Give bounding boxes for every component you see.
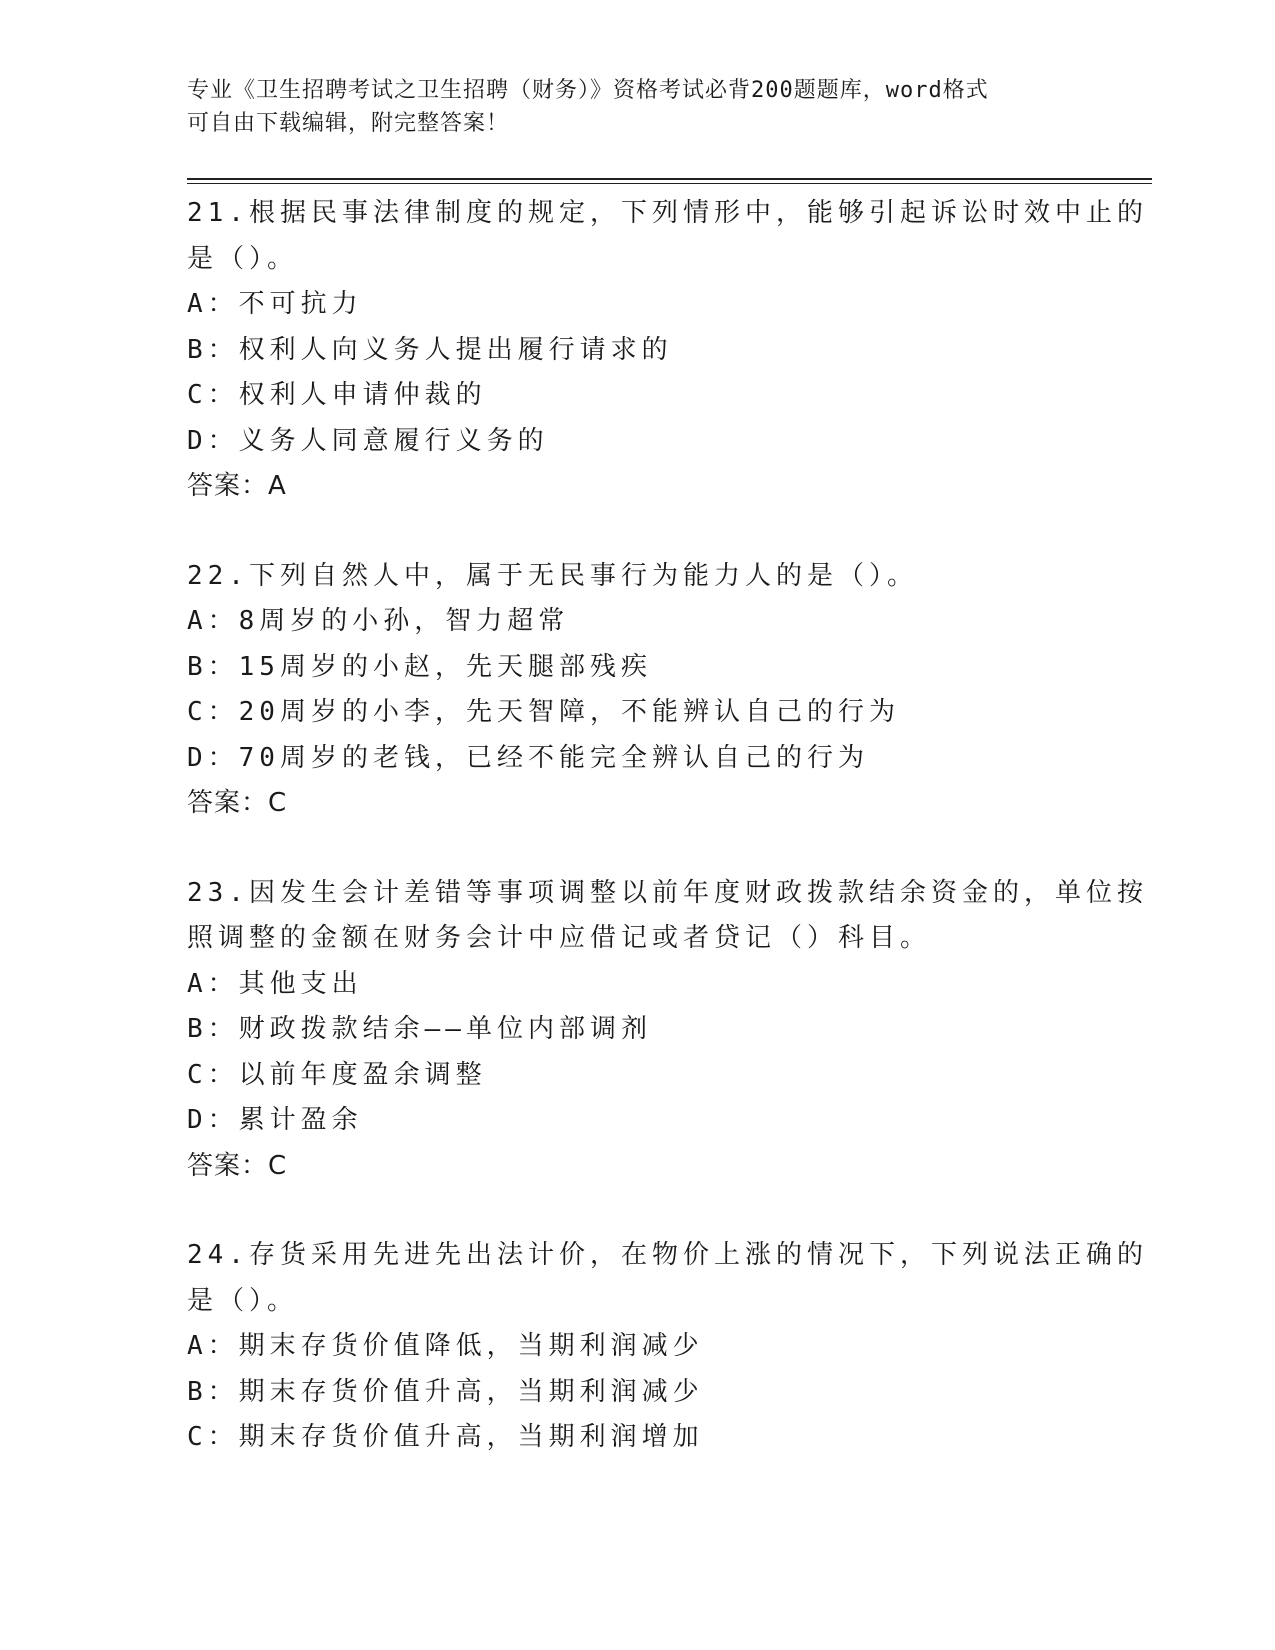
question-22	[187, 554, 1087, 827]
option-a: A：其他支出	[187, 968, 363, 999]
option-c: C：权利人申请仲裁的	[187, 380, 487, 410]
header-divider-thick	[187, 178, 1152, 180]
option-d: D：义务人同意履行义务的	[187, 425, 549, 456]
question-stem-line: 23.因发生会计差错等事项调整以前年度财政拨款结余资金的，单位按	[187, 877, 1148, 908]
question-list	[187, 191, 1148, 1505]
question-stem-line: 照调整的金额在财务会计中应借记或者贷记（）科目。	[187, 923, 932, 953]
option-a: A：8周岁的小孙，智力超常	[187, 606, 570, 636]
question-24	[187, 1233, 1148, 1461]
header-line-1: 专业《卫生招聘考试之卫生招聘（财务）》资格考试必背200题题库，word格式	[187, 78, 989, 103]
question-23	[187, 871, 1148, 1190]
option-b: B：期末存货价值升高，当期利润减少	[187, 1376, 704, 1407]
option-c: C：20周岁的小李，先天智障，不能辨认自己的行为	[187, 697, 900, 727]
option-b: B：财政拨款结余——单位内部调剂	[187, 1014, 652, 1044]
question-stem-line: 是（）。	[187, 1285, 299, 1316]
question-stem-line: 是（）。	[187, 243, 299, 274]
option-d: D：70周岁的老钱，已经不能完全辨认自己的行为	[187, 742, 869, 773]
document-header	[187, 74, 1087, 140]
question-stem-line: 22.下列自然人中，属于无民事行为能力人的是（）。	[187, 560, 918, 591]
answer-line: 答案：C	[187, 1150, 288, 1181]
question-stem-line: 24.存货采用先进先出法计价，在物价上涨的情况下，下列说法正确的	[187, 1240, 1148, 1270]
option-a: A：期末存货价值降低，当期利润减少	[187, 1331, 704, 1361]
option-c: C：期末存货价值升高，当期利润增加	[187, 1422, 704, 1452]
header-divider-thin	[187, 183, 1152, 184]
option-c: C：以前年度盈余调整	[187, 1059, 487, 1090]
option-d: D：累计盈余	[187, 1105, 363, 1135]
answer-line: 答案：A	[187, 471, 287, 501]
question-stem-line: 21.根据民事法律制度的规定，下列情形中，能够引起诉讼时效中止的	[187, 198, 1148, 228]
option-b: B：15周岁的小赵，先天腿部残疾	[187, 651, 652, 682]
option-a: A：不可抗力	[187, 289, 363, 319]
answer-line: 答案：C	[187, 788, 288, 818]
header-line-2: 可自由下载编辑，附完整答案！	[187, 111, 510, 136]
option-b: B：权利人向义务人提出履行请求的	[187, 334, 673, 365]
question-21	[187, 191, 1148, 510]
